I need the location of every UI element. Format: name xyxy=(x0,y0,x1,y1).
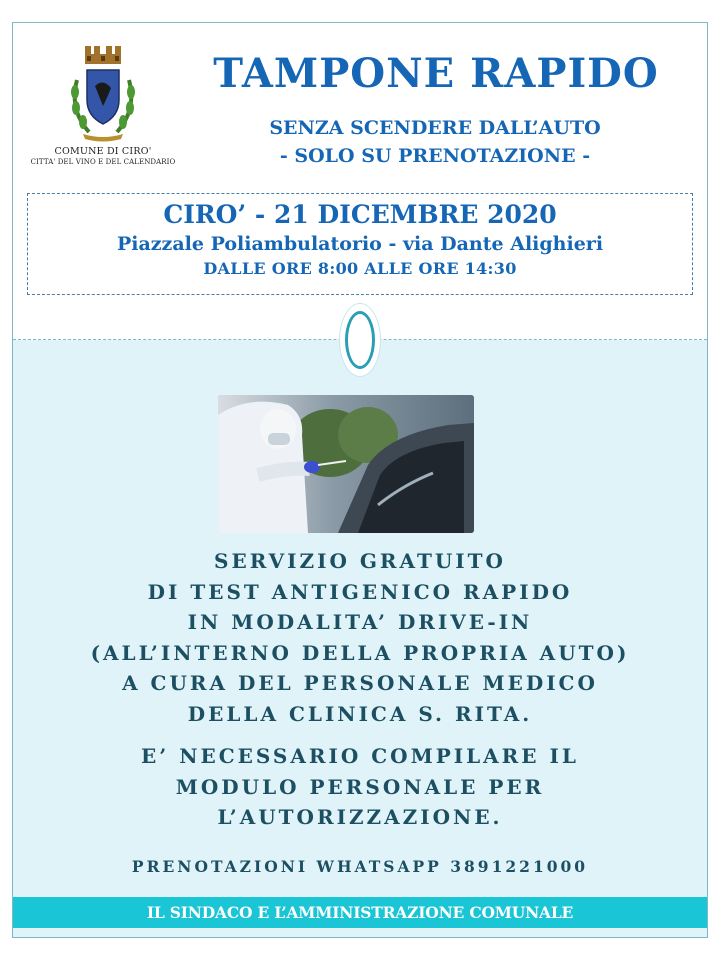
footer-signature: IL SINDACO E L’AMMINISTRAZIONE COMUNALE xyxy=(13,897,707,928)
notice-line: L’AUTORIZZAZIONE. xyxy=(217,805,503,829)
municipality-name: COMUNE DI CIRO' xyxy=(54,146,152,157)
event-hours: DALLE ORE 8:00 ALLE ORE 14:30 xyxy=(203,259,517,278)
poster-title: TAMPONE RAPIDO xyxy=(213,50,659,97)
poster-subtitle: SENZA SCENDERE DALL’AUTO xyxy=(269,117,601,139)
authorization-notice xyxy=(20,741,700,833)
municipality-motto: CITTA' DEL VINO E DEL CALENDARIO xyxy=(30,158,176,166)
event-date: CIRO’ - 21 DICEMBRE 2020 xyxy=(163,200,557,229)
booking-note: - SOLO SU PRENOTAZIONE - xyxy=(279,145,591,167)
service-description xyxy=(20,546,700,729)
notice-line: E’ NECESSARIO COMPILARE IL xyxy=(141,744,579,768)
drive-in-swab-photo xyxy=(218,395,474,533)
service-line: DELLA CLINICA S. RITA. xyxy=(187,701,533,726)
service-line: IN MODALITA’ DRIVE-IN xyxy=(187,610,533,634)
service-line: A CURA DEL PERSONALE MEDICO xyxy=(122,671,598,695)
service-line: (ALL’INTERNO DELLA PROPRIA AUTO) xyxy=(90,640,630,665)
swab-photo-icon xyxy=(218,395,474,533)
service-line: SERVIZIO GRATUITO xyxy=(214,549,506,573)
coat-of-arms-icon xyxy=(63,40,143,144)
notice-line: MODULO PERSONALE PER xyxy=(175,774,545,799)
booking-contact: PRENOTAZIONI WHATSAPP 3891221000 xyxy=(131,857,589,876)
municipal-logo xyxy=(28,40,178,180)
ring-ornament-icon xyxy=(345,311,375,369)
event-location: Piazzale Poliambulatorio - via Dante Alighieri xyxy=(116,233,604,255)
service-line: DI TEST ANTIGENICO RAPIDO xyxy=(147,579,573,604)
event-info-box xyxy=(27,193,693,295)
